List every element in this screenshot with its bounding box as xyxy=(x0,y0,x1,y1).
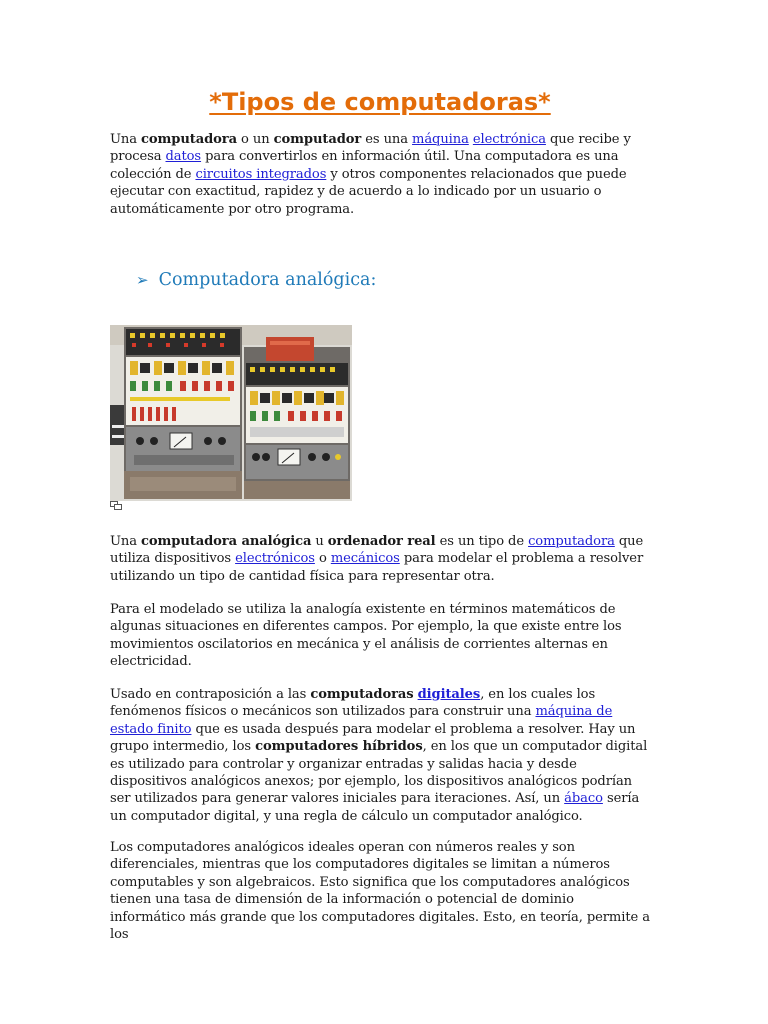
text-run: y otros componentes relacionados que puede ejecutar con exactitud, rapidez y de acuerdo a lo indicado por un usuario o automáticamente por otro programa. xyxy=(110,166,627,217)
bold-term: computador xyxy=(273,132,362,147)
arrow-bullet-icon: ➢ xyxy=(136,271,149,289)
text-run: es una xyxy=(361,132,413,147)
document-title: *Tipos de computadoras* xyxy=(209,88,551,116)
bold-term: ordenador real xyxy=(327,534,436,549)
link-digitales[interactable]: digitales xyxy=(417,687,481,702)
bold-term: computadores híbridos xyxy=(255,739,423,755)
text-run: para modelar el problema a resolver utilizando un tipo de cantidad física para representar otra. xyxy=(110,551,644,584)
link-circuitos-integrados[interactable]: circuitos integrados xyxy=(195,166,327,182)
image-placeholder-icon xyxy=(110,501,122,510)
link-maquina[interactable]: máquina xyxy=(412,132,469,147)
text-run: que recibe y procesa xyxy=(110,132,631,165)
analog-computer-photo xyxy=(110,325,352,501)
text-run: Una xyxy=(110,132,142,147)
text-run: es un tipo de xyxy=(435,534,529,549)
text-run: Usado en contraposición a las xyxy=(110,687,311,702)
bold-term: computadora xyxy=(141,132,237,147)
text-run: o un xyxy=(237,132,274,147)
link-electronicos[interactable]: electrónicos xyxy=(235,551,315,567)
text-run: que utiliza dispositivos xyxy=(110,534,644,567)
hybrid-paragraph xyxy=(110,686,650,825)
link-maquina-de-estado-finito[interactable]: máquina de estado finito xyxy=(110,704,613,737)
text-run: sería un computador digital, y una regla de cálculo un computador analógico. xyxy=(110,791,640,824)
link-computadora[interactable]: computadora xyxy=(528,534,615,549)
text-run: para convertirlos en información útil. Una computadora es una colección de xyxy=(110,149,619,182)
modeling-paragraph: Para el modelado se utiliza la analogía existente en términos matemáticos de algunas situaciones en diferentes campos. Por ejemplo, la que existe entre los movimientos oscilatorios en mecánica y el análisis de corrientes alternas en electricidad. xyxy=(110,602,622,670)
text-run: o xyxy=(314,551,331,567)
text-run: , en los que un computador digital es utilizado para controlar y organizar entradas y salidas hacia y desde dispositivos analógicos anexos; por ejemplo, los dispositivos analógicos podrían ser utilizados para generar valores iniciales para iteraciones. Así, un xyxy=(110,739,648,807)
bold-term: computadoras xyxy=(310,687,414,702)
section-heading xyxy=(136,270,376,290)
link-electronica[interactable]: electrónica xyxy=(472,132,546,147)
text-run: Una xyxy=(110,534,142,549)
real-numbers-paragraph: Los computadores analógicos ideales operan con números reales y son diferenciales, mientras que los computadores digitales se limitan a números computables y son algebraicos. Esto significa que los computadores analógicos tienen una tasa de dimensión de la información o potencial de dominio informático más grande que los computadores digitales. Esto, en teoría, permite a los xyxy=(110,840,650,943)
link-datos[interactable]: datos xyxy=(165,149,202,165)
link-abaco[interactable]: ábaco xyxy=(564,791,603,807)
text-run: , en los cuales los fenómenos físicos o mecánicos son utilizados para construir una xyxy=(110,687,596,720)
analog-computer-illustration xyxy=(110,325,352,501)
text-run: u xyxy=(311,534,328,549)
bold-term: computadora analógica xyxy=(141,534,312,549)
link-mecanicos[interactable]: mecánicos xyxy=(330,551,400,567)
section-heading-text: Computadora analógica: xyxy=(158,270,377,290)
intro-paragraph xyxy=(110,131,650,218)
analog-definition-paragraph xyxy=(110,533,650,585)
text-run: que es usada después para modelar el problema a resolver. Hay un grupo intermedio, los xyxy=(110,721,636,755)
